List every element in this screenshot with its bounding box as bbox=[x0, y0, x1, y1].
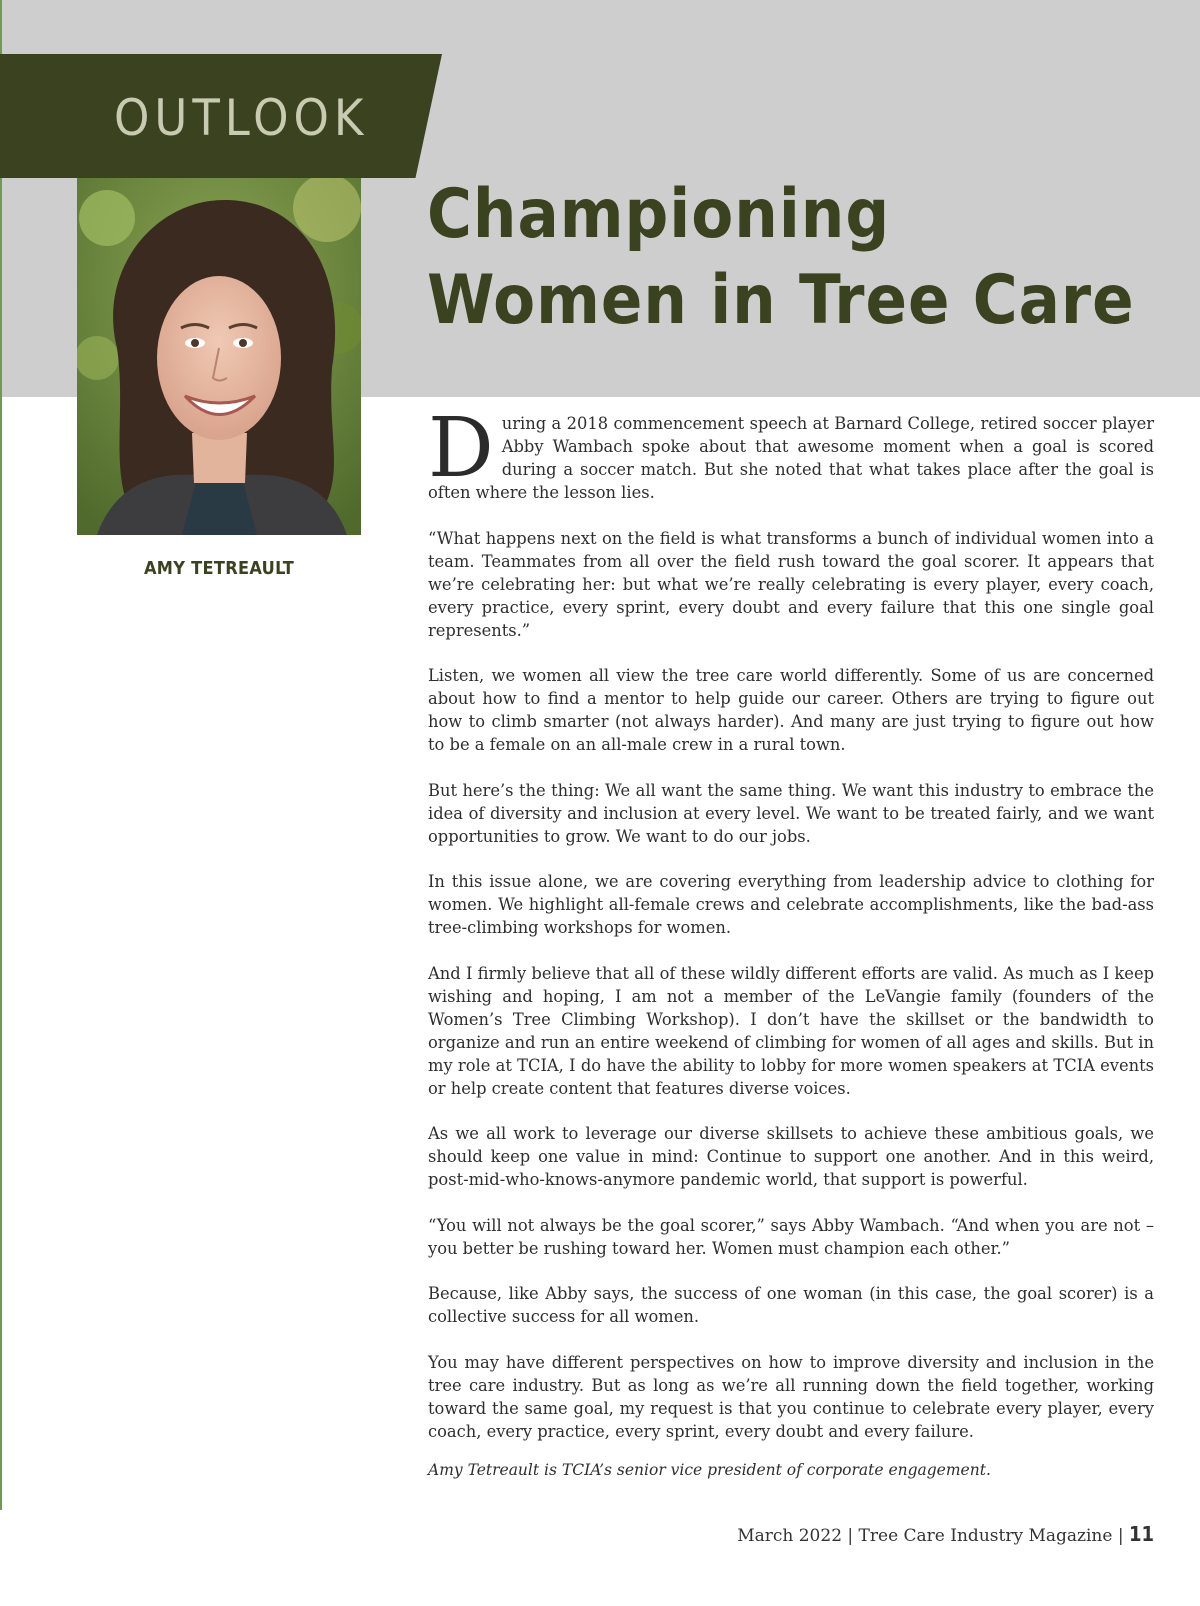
article-paragraph: Listen, we women all view the tree care world differently. Some of us are concerned about how to find a mentor to help guide our career. Others are trying to figure out how to climb smarter (not always harder). And many are just trying to figure out how to be a female on an all-male crew in a rural town. bbox=[428, 666, 1154, 754]
section-label: OUTLOOK bbox=[114, 89, 369, 147]
article-paragraph: And I firmly believe that all of these wildly different efforts are valid. As much as I keep wishing and hoping, I am not a member of the LeVangie family (founders of the Women’s Tree Climbing Workshop). I don’t have the skillset or the bandwidth to organize and run an entire weekend of climbing for women of all ages and skills. But in my role at TCIA, I do have the ability to lobby for more women speakers at TCIA events or help create content that features diverse voices. bbox=[428, 963, 1154, 1098]
article-paragraph: “You will not always be the goal scorer,” says Abby Wambach. “And when you are not – you better be rushing toward her. Women must champion each other.” bbox=[428, 1215, 1154, 1258]
article-paragraph: In this issue alone, we are covering everything from leadership advice to clothing for women. We highlight all-female crews and celebrate accomplishments, like the bad-ass tree-climbing workshops for women. bbox=[428, 872, 1154, 937]
page-footer bbox=[737, 1522, 1154, 1546]
author-caption: AMY TETREAULT bbox=[143, 558, 295, 579]
author-bio: Amy Tetreault is TCIA’s senior vice president of corporate engagement. bbox=[428, 1461, 991, 1479]
article-paragraph: “What happens next on the field is what transforms a bunch of individual women into a team. Teammates from all over the field rush toward the goal scorer. It appears that we’re celebrating her: but what we’re really celebrating is every player, every coach, every practice, every sprint, every doubt and every failure that this one single goal represents.” bbox=[428, 528, 1154, 640]
article-paragraph: You may have different perspectives on how to improve diversity and inclusion in the tree care industry. But as long as we’re all running down the field together, working toward the same goal, my request is that you continue to celebrate every player, every coach, every practice, every sprint, every doubt and every failure. bbox=[428, 1352, 1154, 1441]
article-body bbox=[428, 401, 1154, 1505]
article-headline: Championing Women in Tree Care bbox=[427, 175, 1135, 340]
drop-cap: D bbox=[428, 401, 494, 496]
article-paragraph: Because, like Abby says, the success of one woman (in this case, the goal scorer) is a collective success for all women. bbox=[428, 1284, 1154, 1326]
article-paragraph: But here’s the thing: We all want the same thing. We want this industry to embrace the idea of diversity and inclusion at every level. We want to be treated fairly, and we want opportunities to grow. We want to do our jobs. bbox=[428, 780, 1154, 846]
article-paragraph: During a 2018 commencement speech at Barnard College, retired soccer player Abby Wambach spoke about that awesome moment when a goal is scored during a soccer match. But she noted that what takes place after the goal is often where the lesson lies. bbox=[428, 401, 1154, 502]
article-paragraph: As we all work to leverage our diverse skillsets to achieve these ambitious goals, we should keep one value in mind: Continue to support one another. And in this weird, post-mid-who-knows-anymore pandemic world, that support is powerful. bbox=[428, 1124, 1154, 1189]
author-photo bbox=[77, 178, 361, 535]
page-edge-stripe bbox=[0, 0, 2, 1510]
issue-info: March 2022 | Tree Care Industry Magazine | bbox=[737, 1526, 1129, 1546]
page-number: 11 bbox=[1128, 1522, 1154, 1546]
